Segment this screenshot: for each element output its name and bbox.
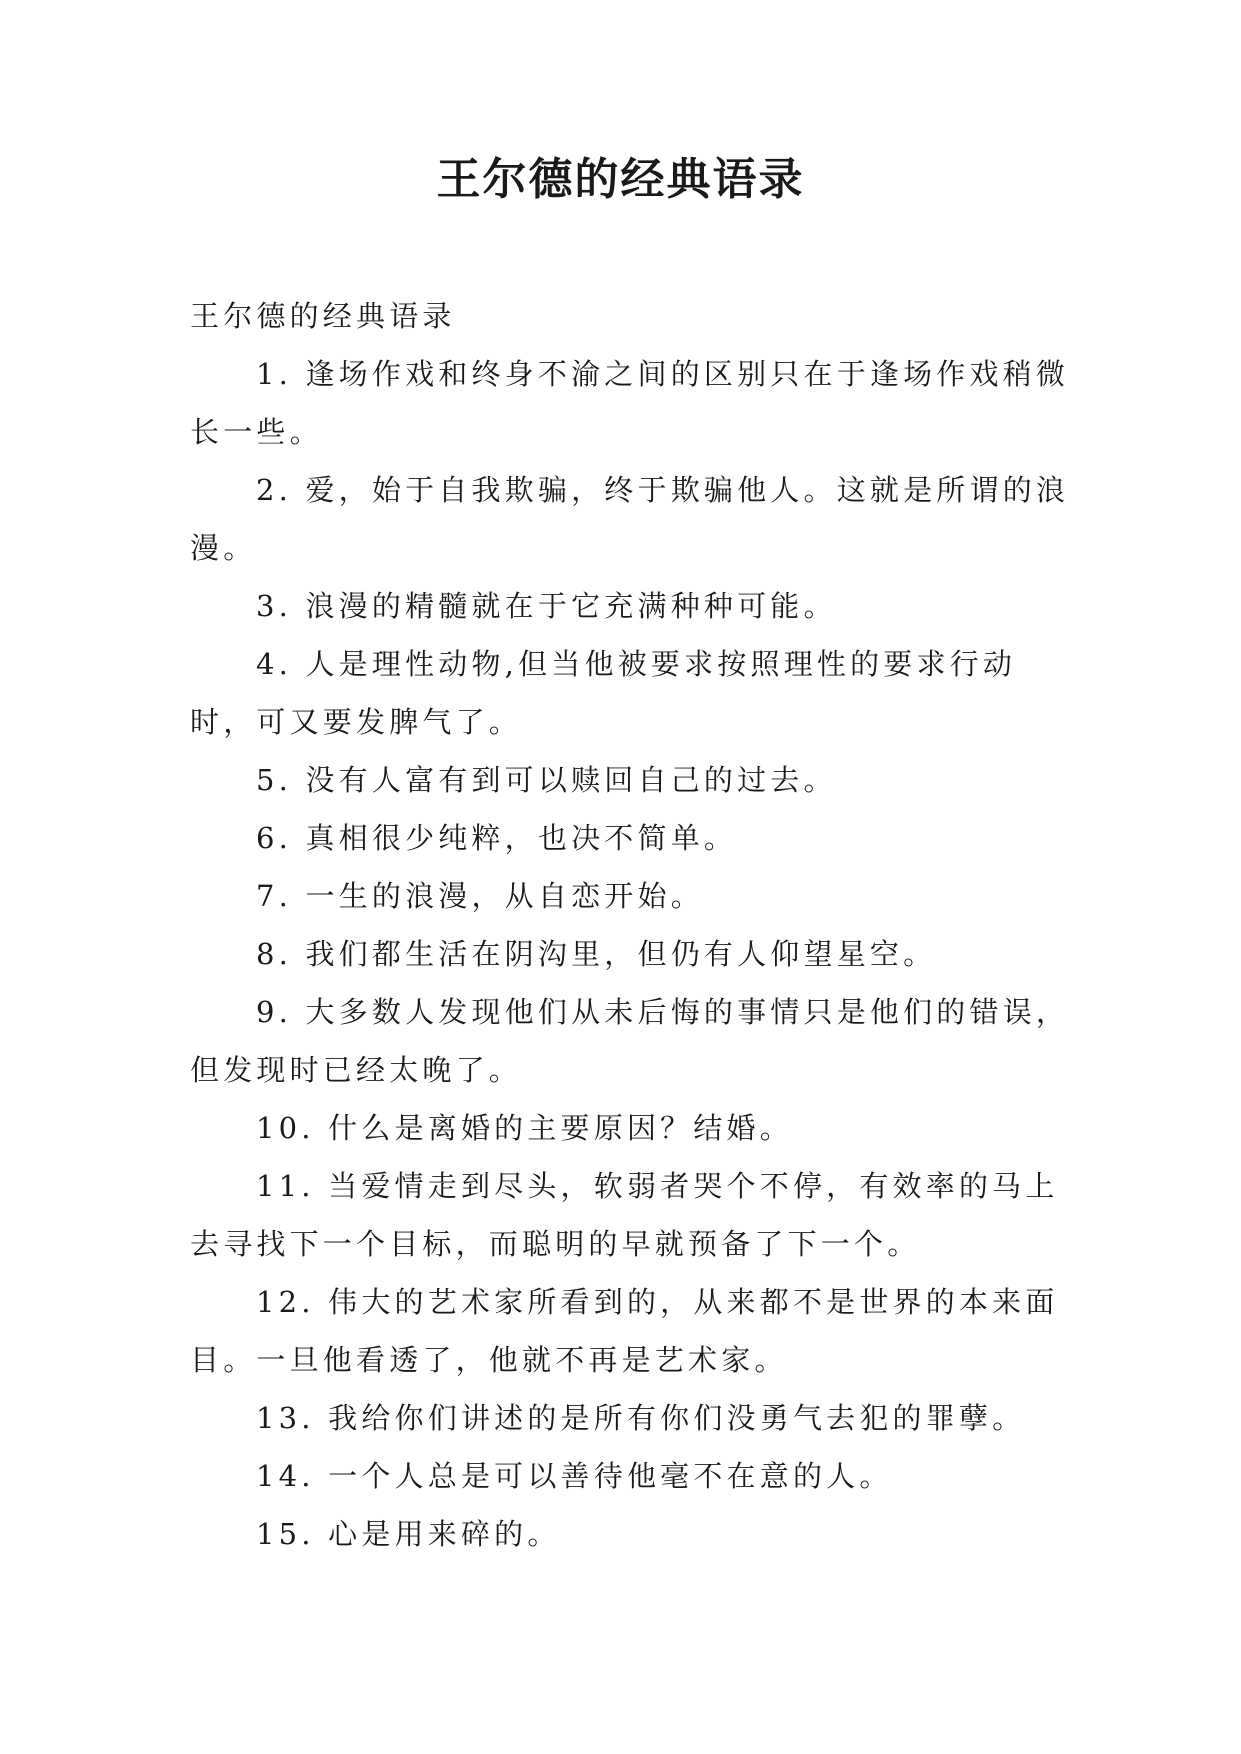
- quote-paragraph: 9. 大多数人发现他们从未后悔的事情只是他们的错误，但发现时已经太晚了。: [190, 995, 1070, 1087]
- quote-paragraph: 6. 真相很少纯粹，也决不简单。: [256, 821, 738, 855]
- quote-paragraph: 2. 爱，始于自我欺骗，终于欺骗他人。这就是所谓的浪漫。: [190, 473, 1070, 565]
- quote-paragraph: 14. 一个人总是可以善待他毫不在意的人。: [256, 1459, 893, 1493]
- quote-paragraph: 3. 浪漫的精髓就在于它充满种种可能。: [256, 589, 837, 623]
- quote-paragraph: 12. 伟大的艺术家所看到的，从来都不是世界的本来面目。一旦他看透了，他就不再是艺术家。: [190, 1285, 1059, 1377]
- quote-paragraph: 15. 心是用来碎的。: [256, 1517, 561, 1551]
- document-body: [190, 287, 1070, 1563]
- quote-paragraph: 1. 逢场作戏和终身不渝之间的区别只在于逢场作戏稍微长一些。: [190, 357, 1070, 449]
- quote-paragraph: 4. 人是理性动物,但当他被要求按照理性的要求行动时，可又要发脾气了。: [190, 647, 1017, 739]
- quote-paragraph: 8. 我们都生活在阴沟里，但仍有人仰望星空。: [256, 937, 937, 971]
- quote-paragraph: 13. 我给你们讲述的是所有你们没勇气去犯的罪孽。: [256, 1401, 1026, 1435]
- quote-paragraph: 11. 当爱情走到尽头，软弱者哭个不停，有效率的马上去寻找下一个目标，而聪明的早就预备了下一个。: [190, 1169, 1059, 1261]
- document-title: 王尔德的经典语录: [436, 154, 805, 205]
- quote-paragraph: 10. 什么是离婚的主要原因？结婚。: [256, 1111, 793, 1145]
- quote-paragraph: 7. 一生的浪漫，从自恋开始。: [256, 879, 704, 913]
- document-subtitle: 王尔德的经典语录: [190, 299, 456, 333]
- quote-paragraph: 5. 没有人富有到可以赎回自己的过去。: [256, 763, 837, 797]
